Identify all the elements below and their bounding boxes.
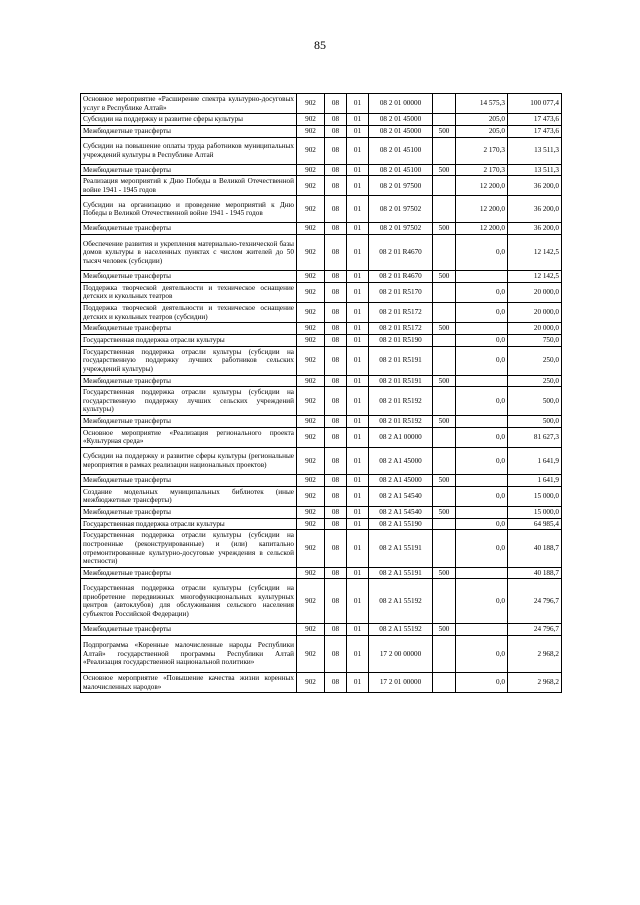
cell-section: 08 (325, 271, 347, 283)
cell-section: 08 (325, 303, 347, 323)
cell-amount-1: 205,0 (456, 125, 508, 137)
cell-subsection: 01 (347, 235, 369, 271)
cell-section: 08 (325, 387, 347, 416)
cell-code: 902 (297, 567, 325, 579)
cell-name: Государственная поддержка отрасли культуры (субсидии на построенные (реконструированные) и (или) капитально отремонтированные культурно-досуговые учреждения в сельской местности) (81, 530, 297, 568)
table-row (81, 196, 562, 223)
cell-target-article: 17 2 01 00000 (369, 673, 433, 693)
cell-code: 902 (297, 416, 325, 428)
cell-name: Обеспечение развития и укрепления материально-технической базы домов культуры в населенных пунктах с числом жителей до 50 тысяч человек (субсидии) (81, 235, 297, 271)
cell-name: Государственная поддержка отрасли культуры (субсидии на государственную поддержку лучших сельских учреждений культуры) (81, 387, 297, 416)
cell-target-article: 08 2 01 R5170 (369, 282, 433, 302)
cell-amount-2: 17 473,6 (508, 114, 562, 126)
cell-section: 08 (325, 579, 347, 624)
cell-name: Субсидии на поддержку и развитие сферы культуры (региональные мероприятия в рамках реализации национальных проектов) (81, 448, 297, 475)
cell-code: 902 (297, 176, 325, 196)
cell-section: 08 (325, 673, 347, 693)
cell-expense-type: 500 (433, 475, 456, 487)
cell-expense-type (433, 303, 456, 323)
cell-code: 902 (297, 137, 325, 164)
cell-amount-2: 12 142,5 (508, 235, 562, 271)
cell-amount-2: 24 796,7 (508, 579, 562, 624)
cell-amount-2: 13 511,3 (508, 164, 562, 176)
cell-subsection: 01 (347, 375, 369, 387)
cell-subsection: 01 (347, 518, 369, 530)
cell-amount-2: 100 077,4 (508, 94, 562, 114)
cell-amount-1: 2 170,3 (456, 164, 508, 176)
cell-target-article: 17 2 00 00000 (369, 636, 433, 673)
cell-name: Государственная поддержка отрасли культуры (субсидии на приобретение передвижных многофункциональных культурных центров (автоклубов) для обслуживания сельского населения субъектов Российской Федерации) (81, 579, 297, 624)
cell-name: Подпрограмма «Коренные малочисленные народы Республики Алтай» государственной программы Республики Алтай «Реализация государственной национальной политики» (81, 636, 297, 673)
cell-name: Создание модельных муниципальных библиотек (иные межбюджетные трансферты) (81, 486, 297, 506)
cell-subsection: 01 (347, 346, 369, 375)
table-row (81, 387, 562, 416)
cell-name: Поддержка творческой деятельности и техническое оснащение детских и кукольных театров (субсидии) (81, 303, 297, 323)
cell-section: 08 (325, 176, 347, 196)
table-row (81, 271, 562, 283)
cell-section: 08 (325, 223, 347, 235)
cell-code: 902 (297, 636, 325, 673)
table-row (81, 164, 562, 176)
cell-target-article: 08 2 01 R5192 (369, 387, 433, 416)
cell-expense-type (433, 387, 456, 416)
cell-subsection: 01 (347, 579, 369, 624)
cell-section: 08 (325, 196, 347, 223)
cell-code: 902 (297, 375, 325, 387)
cell-expense-type (433, 346, 456, 375)
cell-section: 08 (325, 530, 347, 568)
table-row (81, 282, 562, 302)
table-row (81, 303, 562, 323)
cell-subsection: 01 (347, 673, 369, 693)
table-row (81, 176, 562, 196)
cell-code: 902 (297, 486, 325, 506)
cell-subsection: 01 (347, 387, 369, 416)
cell-subsection: 01 (347, 636, 369, 673)
cell-amount-1 (456, 475, 508, 487)
table-row (81, 427, 562, 447)
cell-section: 08 (325, 346, 347, 375)
cell-target-article: 08 2 01 R4670 (369, 235, 433, 271)
cell-amount-1: 0,0 (456, 427, 508, 447)
cell-expense-type: 500 (433, 125, 456, 137)
cell-name: Межбюджетные трансферты (81, 506, 297, 518)
cell-subsection: 01 (347, 323, 369, 335)
cell-code: 902 (297, 235, 325, 271)
cell-target-article: 08 2 A1 54540 (369, 506, 433, 518)
cell-amount-2: 750,0 (508, 334, 562, 346)
cell-target-article: 08 2 A1 55191 (369, 567, 433, 579)
cell-target-article: 08 2 01 97502 (369, 223, 433, 235)
cell-code: 902 (297, 164, 325, 176)
cell-amount-1: 0,0 (456, 636, 508, 673)
cell-name: Межбюджетные трансферты (81, 416, 297, 428)
cell-target-article: 08 2 A1 54540 (369, 486, 433, 506)
cell-amount-2: 20 000,0 (508, 323, 562, 335)
cell-amount-1: 0,0 (456, 303, 508, 323)
cell-amount-1: 0,0 (456, 235, 508, 271)
cell-target-article: 08 2 01 R5191 (369, 375, 433, 387)
cell-expense-type (433, 176, 456, 196)
cell-expense-type: 500 (433, 624, 456, 636)
cell-section: 08 (325, 164, 347, 176)
cell-amount-1: 0,0 (456, 530, 508, 568)
cell-expense-type (433, 530, 456, 568)
cell-expense-type (433, 518, 456, 530)
cell-section: 08 (325, 448, 347, 475)
table-row (81, 448, 562, 475)
table-row (81, 567, 562, 579)
cell-amount-2: 20 000,0 (508, 282, 562, 302)
cell-amount-1 (456, 506, 508, 518)
cell-target-article: 08 2 01 00000 (369, 94, 433, 114)
cell-amount-2: 40 188,7 (508, 567, 562, 579)
cell-code: 902 (297, 223, 325, 235)
cell-amount-2: 20 000,0 (508, 303, 562, 323)
cell-target-article: 08 2 A1 55191 (369, 530, 433, 568)
cell-amount-2: 500,0 (508, 387, 562, 416)
cell-name: Межбюджетные трансферты (81, 125, 297, 137)
cell-expense-type (433, 235, 456, 271)
cell-section: 08 (325, 475, 347, 487)
cell-amount-2: 36 200,0 (508, 176, 562, 196)
cell-section: 08 (325, 282, 347, 302)
cell-section: 08 (325, 375, 347, 387)
cell-target-article: 08 2 01 R4670 (369, 271, 433, 283)
cell-subsection: 01 (347, 303, 369, 323)
cell-expense-type (433, 114, 456, 126)
cell-code: 902 (297, 323, 325, 335)
cell-subsection: 01 (347, 196, 369, 223)
cell-expense-type: 500 (433, 506, 456, 518)
cell-amount-1: 2 170,3 (456, 137, 508, 164)
cell-subsection: 01 (347, 94, 369, 114)
cell-amount-2: 17 473,6 (508, 125, 562, 137)
cell-target-article: 08 2 01 45100 (369, 137, 433, 164)
cell-amount-1: 0,0 (456, 346, 508, 375)
cell-section: 08 (325, 427, 347, 447)
cell-subsection: 01 (347, 530, 369, 568)
cell-section: 08 (325, 125, 347, 137)
cell-amount-1: 0,0 (456, 673, 508, 693)
cell-name: Межбюджетные трансферты (81, 624, 297, 636)
cell-amount-1: 0,0 (456, 387, 508, 416)
cell-amount-1: 12 200,0 (456, 196, 508, 223)
cell-target-article: 08 2 A1 45000 (369, 475, 433, 487)
cell-code: 902 (297, 579, 325, 624)
cell-amount-2: 12 142,5 (508, 271, 562, 283)
table-row (81, 323, 562, 335)
cell-subsection: 01 (347, 271, 369, 283)
cell-amount-1: 0,0 (456, 486, 508, 506)
cell-expense-type (433, 579, 456, 624)
cell-amount-2: 36 200,0 (508, 223, 562, 235)
cell-subsection: 01 (347, 567, 369, 579)
cell-subsection: 01 (347, 486, 369, 506)
cell-amount-2: 15 000,0 (508, 506, 562, 518)
cell-section: 08 (325, 235, 347, 271)
cell-amount-1 (456, 624, 508, 636)
cell-target-article: 08 2 01 45000 (369, 125, 433, 137)
cell-target-article: 08 2 01 97502 (369, 196, 433, 223)
cell-section: 08 (325, 567, 347, 579)
cell-name: Государственная поддержка отрасли культуры (субсидии на государственную поддержку лучших работников сельских учреждений культуры) (81, 346, 297, 375)
cell-target-article: 08 2 01 45000 (369, 114, 433, 126)
cell-amount-1 (456, 416, 508, 428)
cell-subsection: 01 (347, 125, 369, 137)
table-row (81, 506, 562, 518)
cell-code: 902 (297, 475, 325, 487)
cell-amount-1: 12 200,0 (456, 223, 508, 235)
cell-name: Межбюджетные трансферты (81, 223, 297, 235)
cell-expense-type (433, 196, 456, 223)
cell-subsection: 01 (347, 164, 369, 176)
table-row (81, 137, 562, 164)
cell-code: 902 (297, 624, 325, 636)
cell-target-article: 08 2 A1 00000 (369, 427, 433, 447)
cell-expense-type: 500 (433, 567, 456, 579)
cell-name: Субсидии на организацию и проведение мероприятий к Дню Победы в Великой Отечественной войне 1941 - 1945 годов (81, 196, 297, 223)
cell-expense-type: 500 (433, 164, 456, 176)
cell-expense-type (433, 486, 456, 506)
cell-target-article: 08 2 A1 55190 (369, 518, 433, 530)
cell-subsection: 01 (347, 282, 369, 302)
cell-section: 08 (325, 624, 347, 636)
cell-code: 902 (297, 94, 325, 114)
cell-amount-2: 2 968,2 (508, 636, 562, 673)
cell-target-article: 08 2 01 R5191 (369, 346, 433, 375)
cell-code: 902 (297, 114, 325, 126)
cell-subsection: 01 (347, 448, 369, 475)
cell-expense-type (433, 636, 456, 673)
table-row (81, 94, 562, 114)
cell-expense-type (433, 673, 456, 693)
cell-name: Межбюджетные трансферты (81, 375, 297, 387)
cell-amount-2: 15 000,0 (508, 486, 562, 506)
cell-code: 902 (297, 427, 325, 447)
cell-target-article: 08 2 A1 55192 (369, 624, 433, 636)
cell-expense-type (433, 282, 456, 302)
cell-name: Основное мероприятие «Повышение качества жизни коренных малочисленных народов» (81, 673, 297, 693)
page-number: 85 (314, 38, 326, 52)
cell-subsection: 01 (347, 223, 369, 235)
budget-table (80, 93, 562, 693)
table-row (81, 579, 562, 624)
cell-amount-2: 1 641,9 (508, 448, 562, 475)
cell-amount-2: 40 188,7 (508, 530, 562, 568)
cell-amount-1: 0,0 (456, 448, 508, 475)
cell-subsection: 01 (347, 416, 369, 428)
table-row (81, 673, 562, 693)
table-row (81, 530, 562, 568)
cell-name: Межбюджетные трансферты (81, 323, 297, 335)
cell-code: 902 (297, 334, 325, 346)
cell-subsection: 01 (347, 427, 369, 447)
cell-name: Основное мероприятие «Реализация регионального проекта «Культурная среда» (81, 427, 297, 447)
cell-code: 902 (297, 387, 325, 416)
table-row (81, 334, 562, 346)
cell-amount-2: 24 796,7 (508, 624, 562, 636)
cell-name: Государственная поддержка отрасли культуры (81, 518, 297, 530)
cell-amount-2: 81 627,3 (508, 427, 562, 447)
cell-subsection: 01 (347, 624, 369, 636)
cell-amount-1: 0,0 (456, 282, 508, 302)
cell-name: Поддержка творческой деятельности и техническое оснащение детских и кукольных театров (81, 282, 297, 302)
cell-section: 08 (325, 416, 347, 428)
cell-target-article: 08 2 A1 45000 (369, 448, 433, 475)
cell-code: 902 (297, 448, 325, 475)
cell-target-article: 08 2 01 45100 (369, 164, 433, 176)
cell-section: 08 (325, 323, 347, 335)
cell-code: 902 (297, 125, 325, 137)
cell-amount-2: 250,0 (508, 375, 562, 387)
cell-code: 902 (297, 271, 325, 283)
cell-name: Межбюджетные трансферты (81, 475, 297, 487)
cell-name: Реализация мероприятий к Дню Победы в Великой Отечественной войне 1941 - 1945 годов (81, 176, 297, 196)
cell-subsection: 01 (347, 506, 369, 518)
cell-section: 08 (325, 137, 347, 164)
cell-section: 08 (325, 114, 347, 126)
table-row (81, 624, 562, 636)
cell-section: 08 (325, 486, 347, 506)
cell-section: 08 (325, 506, 347, 518)
cell-code: 902 (297, 530, 325, 568)
table-row (81, 114, 562, 126)
cell-amount-1: 0,0 (456, 334, 508, 346)
table-row (81, 235, 562, 271)
cell-expense-type (433, 448, 456, 475)
cell-expense-type: 500 (433, 271, 456, 283)
table-row (81, 375, 562, 387)
table-row (81, 486, 562, 506)
cell-section: 08 (325, 518, 347, 530)
cell-target-article: 08 2 01 R5172 (369, 323, 433, 335)
cell-amount-2: 1 641,9 (508, 475, 562, 487)
cell-name: Субсидии на поддержку и развитие сферы культуры (81, 114, 297, 126)
cell-name: Межбюджетные трансферты (81, 271, 297, 283)
cell-amount-1: 205,0 (456, 114, 508, 126)
cell-section: 08 (325, 334, 347, 346)
cell-name: Государственная поддержка отрасли культуры (81, 334, 297, 346)
cell-expense-type: 500 (433, 323, 456, 335)
cell-name: Основное мероприятие «Расширение спектра культурно-досуговых услуг в Республике Алтай» (81, 94, 297, 114)
cell-code: 902 (297, 282, 325, 302)
cell-expense-type (433, 137, 456, 164)
cell-target-article: 08 2 01 97500 (369, 176, 433, 196)
cell-subsection: 01 (347, 114, 369, 126)
cell-code: 902 (297, 196, 325, 223)
table-row (81, 416, 562, 428)
table-row (81, 125, 562, 137)
cell-expense-type: 500 (433, 375, 456, 387)
cell-amount-1: 0,0 (456, 518, 508, 530)
cell-amount-2: 250,0 (508, 346, 562, 375)
cell-expense-type: 500 (433, 223, 456, 235)
cell-amount-1: 14 575,3 (456, 94, 508, 114)
cell-target-article: 08 2 01 R5192 (369, 416, 433, 428)
cell-subsection: 01 (347, 334, 369, 346)
cell-amount-1 (456, 375, 508, 387)
cell-expense-type (433, 334, 456, 346)
table-row (81, 346, 562, 375)
cell-amount-1: 12 200,0 (456, 176, 508, 196)
cell-amount-2: 64 985,4 (508, 518, 562, 530)
cell-target-article: 08 2 01 R5172 (369, 303, 433, 323)
cell-subsection: 01 (347, 137, 369, 164)
cell-section: 08 (325, 94, 347, 114)
cell-target-article: 08 2 01 R5190 (369, 334, 433, 346)
table-row (81, 475, 562, 487)
table-row (81, 636, 562, 673)
cell-amount-2: 500,0 (508, 416, 562, 428)
cell-code: 902 (297, 518, 325, 530)
cell-amount-1 (456, 567, 508, 579)
cell-code: 902 (297, 346, 325, 375)
table-row (81, 518, 562, 530)
cell-expense-type (433, 94, 456, 114)
cell-amount-1 (456, 323, 508, 335)
cell-amount-2: 2 968,2 (508, 673, 562, 693)
cell-amount-2: 13 511,3 (508, 137, 562, 164)
cell-target-article: 08 2 A1 55192 (369, 579, 433, 624)
table-row (81, 223, 562, 235)
cell-subsection: 01 (347, 176, 369, 196)
cell-amount-1: 0,0 (456, 579, 508, 624)
cell-subsection: 01 (347, 475, 369, 487)
cell-amount-1 (456, 271, 508, 283)
cell-code: 902 (297, 303, 325, 323)
cell-name: Межбюджетные трансферты (81, 164, 297, 176)
table-body (81, 94, 562, 693)
cell-section: 08 (325, 636, 347, 673)
cell-expense-type (433, 427, 456, 447)
cell-code: 902 (297, 506, 325, 518)
cell-code: 902 (297, 673, 325, 693)
cell-amount-2: 36 200,0 (508, 196, 562, 223)
cell-expense-type: 500 (433, 416, 456, 428)
cell-name: Межбюджетные трансферты (81, 567, 297, 579)
cell-name: Субсидии на повышение оплаты труда работников муниципальных учреждений культуры в Республике Алтай (81, 137, 297, 164)
